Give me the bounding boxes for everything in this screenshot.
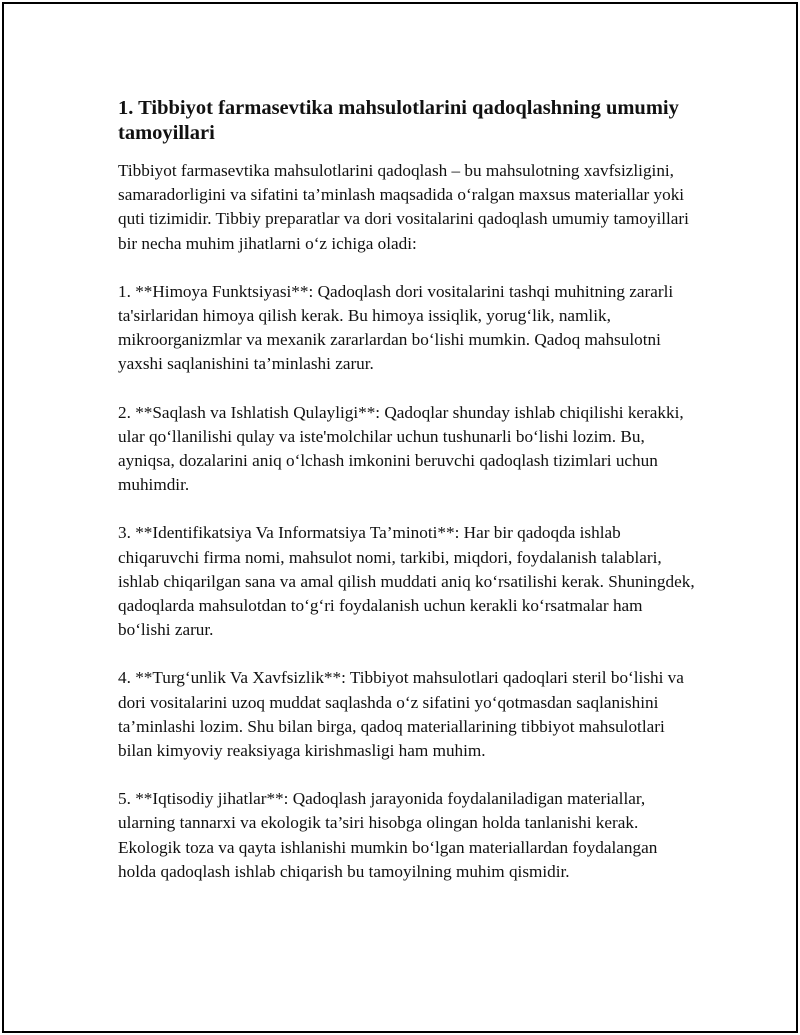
intro-paragraph: Tibbiyot farmasevtika mahsulotlarini qadoqlash – bu mahsulotning xavfsizligini, samaradorligini va sifatini ta’minlash maqsadida o‘ralgan maxsus materiallar yoki quti tizimidir. Tibbiy preparatlar va dori vositalarini qadoqlash umumiy tamoyillari bir necha muhim jihatlarni o‘z ichiga oladi: — [118, 161, 689, 253]
section-heading: 1. Tibbiyot farmasevtika mahsulotlarini qadoqlashning umumiy tamoyillari — [118, 97, 679, 144]
point-protection-function: 1. **Himoya Funktsiyasi**: Qadoqlash dori vositalarini tashqi muhitning zararli ta'sirlaridan himoya qilish kerak. Bu himoya issiqlik, yorug‘lik, namlik, mikroorganizmlar va mexanik zararlardan bo‘lishi mumkin. Qadoq mahsulotni yaxshi saqlanishini ta’minlashi zarur. — [118, 281, 674, 374]
document-body — [118, 96, 698, 908]
point-identification-information: 3. **Identifikatsiya Va Informatsiya Ta’minoti**: Har bir qadoqda ishlab chiqaruvchi firma nomi, mahsulot nomi, tarkibi, miqdori, foydalanish talablari, ishlab chiqarilgan sana va amal qilish muddati aniq ko‘rsatilishi kerak. Shuningdek, qadoqlarda mahsulotdan to‘g‘ri foydalanish uchun kerakli ko‘rsatmalar ham bo‘lishi zarur. — [118, 523, 695, 640]
point-stability-safety: 4. **Turg‘unlik Va Xavfsizlik**: Tibbiyot mahsulotlari qadoqlari steril bo‘lishi va dori vositalarini uzoq muddat saqlashda o‘z sifatini yo‘qotmasdan saqlanishini ta’minlashi lozim. Shu bilan birga, qadoq materiallarining tibbiyot mahsulotlari bilan kimyoviy reaksiyaga kirishmasligi ham muhim. — [118, 668, 684, 761]
point-storage-convenience: 2. **Saqlash va Ishlatish Qulayligi**: Qadoqlar shunday ishlab chiqilishi kerakki, ular qo‘llanilishi qulay va iste'molchilar uchun tushunarli bo‘lishi lozim. Bu, ayniqsa, dozalarini aniq o‘lchash imkonini beruvchi qadoqlash tizimlari uchun muhimdir. — [118, 402, 684, 495]
point-economic-aspects: 5. **Iqtisodiy jihatlar**: Qadoqlash jarayonida foydalaniladigan materiallar, ularning tannarxi va ekologik ta’siri hisobga olingan holda tanlanishi kerak. Ekologik toza va qayta ishlanishi mumkin bo‘lgan materiallardan foydalangan holda qadoqlash ishlab chiqarish bu tamoyilning muhim qismidir. — [118, 789, 658, 881]
